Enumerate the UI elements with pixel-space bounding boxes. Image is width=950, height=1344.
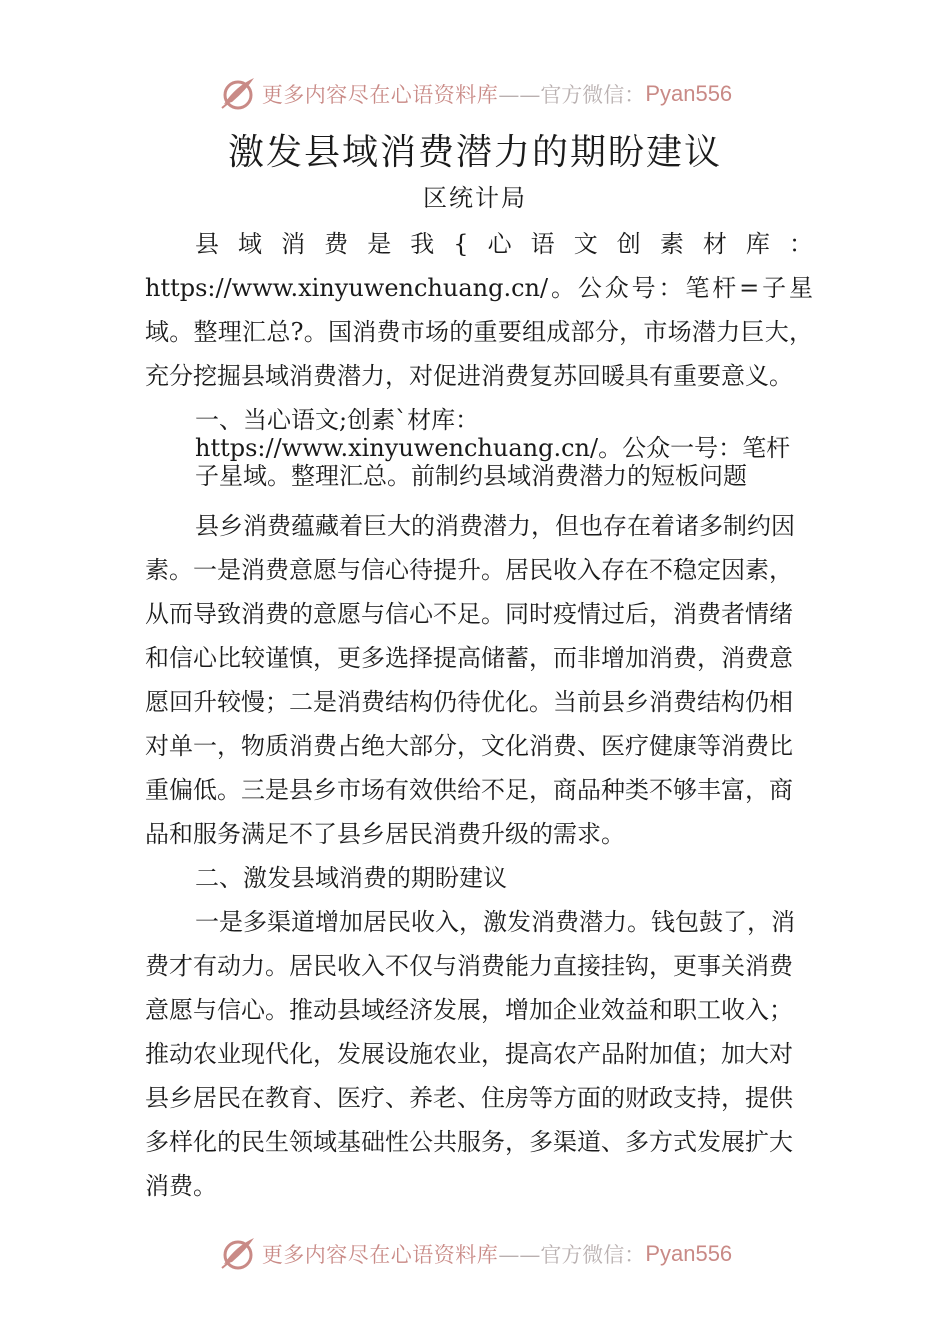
header-watermark-banner — [0, 72, 950, 116]
document-title: 激发县域消费潜力的期盼建议 — [227, 132, 722, 173]
section-heading-1: 一、当心语文;创素`材库：https://www.xinyuwenchuang.cn/。公众一号：笔杆子星域。整理汇总。前制约县域消费潜力的短板问题 — [195, 406, 791, 490]
document-body — [145, 222, 813, 1208]
banner-wechat-id: Pyan556 — [645, 81, 733, 106]
section-heading-2: 二、激发县域消费的期盼建议 — [195, 864, 507, 892]
banner-contact-label: ——官方微信： — [498, 83, 646, 107]
quill-logo-icon — [218, 1234, 258, 1274]
banner-text: 更多内容尽在心语资料库 — [261, 1243, 499, 1267]
document-author: 区统计局 — [423, 184, 527, 212]
paragraph-suggestion-1: 一是多渠道增加居民收入，激发消费潜力。钱包鼓了，消费才有动力。居民收入不仅与消费能力直接挂钩，更事关消费意愿与信心。推动县域经济发展，增加企业效益和职工收入；推动农业现代化，发展设施农业，提高农产品附加值；加大对县乡居民在教育、医疗、养老、住房等方面的财政支持，提供多样化的民生领域基础性公共服务，多渠道、多方式发展扩大消费。 — [145, 908, 795, 1200]
paragraph-intro: 县域消费是我{心语文创素材库：https://www.xinyuwenchuang.cn/。公众号：笔杆=子星域。整理汇总?。国消费市场的重要组成部分，市场潜力巨大，充分挖掘县域消费潜力，对促进消费复苏回暖具有重要意义。 — [145, 230, 813, 390]
quill-logo-icon — [218, 74, 258, 114]
footer-watermark-banner — [0, 1232, 950, 1276]
banner-wechat-id: Pyan556 — [645, 1241, 733, 1266]
banner-text: 更多内容尽在心语资料库 — [261, 83, 499, 107]
banner-contact-label: ——官方微信： — [498, 1243, 646, 1267]
paragraph-problems: 县乡消费蕴藏着巨大的消费潜力，但也存在着诸多制约因素。一是消费意愿与信心待提升。居民收入存在不稳定因素，从而导致消费的意愿与信心不足。同时疫情过后，消费者情绪和信心比较谨慎，更多选择提高储蓄，而非增加消费，消费意愿回升较慢；二是消费结构仍待优化。当前县乡消费结构仍相对单一，物质消费占绝大部分，文化消费、医疗健康等消费比重偏低。三是县乡市场有效供给不足，商品种类不够丰富，商品和服务满足不了县乡居民消费升级的需求。 — [145, 512, 795, 848]
